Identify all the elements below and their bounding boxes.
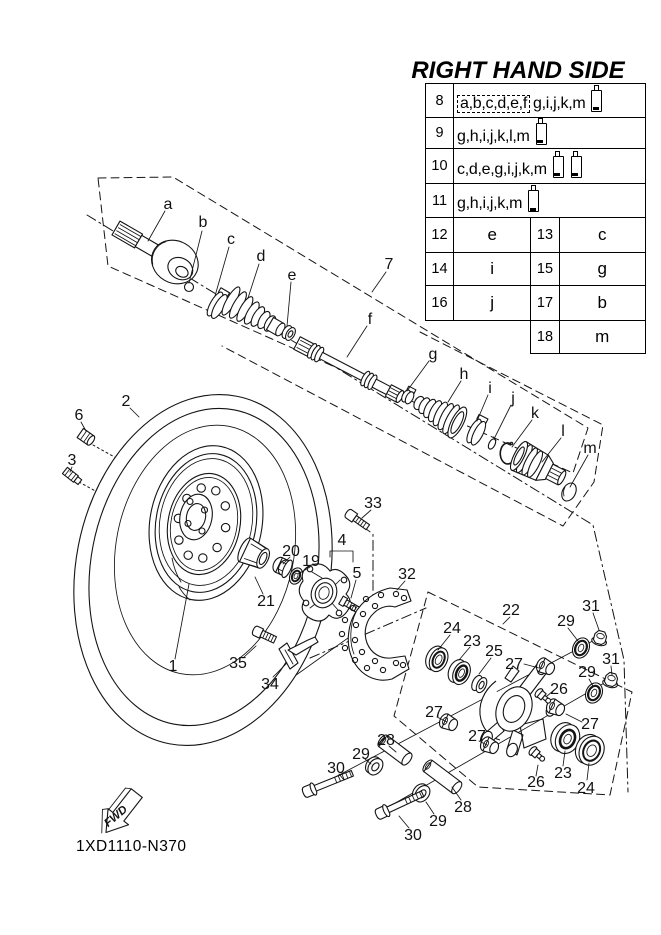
part-6-valve-cap <box>77 428 96 446</box>
callout-m: m <box>583 440 597 457</box>
callout-c: c <box>227 231 235 248</box>
callout-6: 6 <box>74 407 84 424</box>
items-text: c,d,e,g,i,j,k,m <box>457 160 547 178</box>
callout-29: 29 <box>429 813 447 830</box>
row-letter: g <box>559 253 645 286</box>
callout-32: 32 <box>398 566 416 583</box>
callout-29: 29 <box>578 664 596 681</box>
callout-30: 30 <box>404 827 422 844</box>
callout-24: 24 <box>443 620 461 637</box>
callout-4: 4 <box>337 532 347 549</box>
callout-2: 2 <box>121 393 131 410</box>
boxed-items: a,b,c,d,e,f <box>457 95 530 114</box>
callout-21: 21 <box>257 593 275 610</box>
row-number: 15 <box>531 253 559 286</box>
part-f-drive-shaft <box>293 336 405 405</box>
part-29-seal <box>569 635 592 661</box>
callout-29: 29 <box>557 613 575 630</box>
part-26-grease-fitting <box>527 745 547 764</box>
callout-23: 23 <box>463 633 481 650</box>
part-31-nut <box>602 671 620 689</box>
items-text: g,i,j,k,m <box>532 94 586 112</box>
row-number: 10 <box>426 149 454 184</box>
callout-23: 23 <box>554 765 572 782</box>
callout-f: f <box>367 311 373 328</box>
callout-31: 31 <box>582 598 600 615</box>
row-letter: e <box>454 218 531 253</box>
callout-i: i <box>488 380 492 397</box>
callout-19: 19 <box>302 553 320 570</box>
part-23-bearing-upper <box>445 657 474 688</box>
row-number: 9 <box>426 118 454 149</box>
part-a-inner-cv-joint <box>106 210 207 292</box>
callout-29: 29 <box>352 746 370 763</box>
callout-g: g <box>428 346 438 363</box>
row-number: 18 <box>531 321 559 354</box>
callout-1: 1 <box>168 658 178 675</box>
callout-3: 3 <box>67 452 77 469</box>
row-number: 8 <box>426 84 454 118</box>
callout-24: 24 <box>577 780 595 797</box>
part-3-valve-stem <box>62 467 82 485</box>
part-b-clip <box>185 283 194 292</box>
callout-30: 30 <box>327 760 345 777</box>
part-i-boot-band <box>464 414 490 447</box>
callout-28: 28 <box>454 799 472 816</box>
items-text: g,h,i,j,k,l,m <box>457 127 530 145</box>
row-number: 12 <box>426 218 454 253</box>
part-h-cv-boot <box>407 386 470 441</box>
callout-d: d <box>256 248 266 265</box>
diagram-code: 1XD1110-N370 <box>76 838 187 855</box>
callout-h: h <box>459 366 469 383</box>
row-number: 11 <box>426 184 454 218</box>
callout-27: 27 <box>425 704 443 721</box>
row-number: 17 <box>531 286 559 321</box>
row-number: 16 <box>426 286 454 321</box>
callout-20: 20 <box>282 543 300 560</box>
callout-e: e <box>287 267 297 284</box>
callout-26: 26 <box>527 774 545 791</box>
callout-5: 5 <box>352 565 362 582</box>
callout-25: 25 <box>485 643 503 660</box>
callout-31: 31 <box>602 651 620 668</box>
row-number: 13 <box>531 218 559 253</box>
callout-22: 22 <box>502 602 520 619</box>
row-letter: m <box>559 321 645 354</box>
page-title: RIGHT HAND SIDE <box>411 57 625 84</box>
row-letter: b <box>559 286 645 321</box>
callout-28: 28 <box>377 732 395 749</box>
part-31-nut <box>591 629 609 647</box>
part-d-cv-boot <box>219 285 291 345</box>
callout-k: k <box>531 405 539 422</box>
row-letter: j <box>454 286 531 321</box>
row-letter: c <box>559 218 645 253</box>
callout-b: b <box>198 214 208 231</box>
part-m-cap <box>559 481 579 504</box>
callout-l: l <box>561 423 565 440</box>
callout-7: 7 <box>384 256 394 273</box>
fwd-arrow <box>91 783 147 843</box>
items-text: g,h,i,j,k,m <box>457 195 523 212</box>
part-4-wheel-hub <box>299 564 350 621</box>
callout-34: 34 <box>261 676 279 693</box>
callout-27: 27 <box>581 716 599 733</box>
row-letter: i <box>454 253 531 286</box>
callout-a: a <box>163 196 173 213</box>
callout-35: 35 <box>229 655 247 672</box>
callout-j: j <box>511 390 515 407</box>
part-24-oil-seal-upper <box>422 643 452 675</box>
callout-27: 27 <box>505 656 523 673</box>
callout-27: 27 <box>468 728 486 745</box>
callout-26: 26 <box>550 681 568 698</box>
row-number: 14 <box>426 253 454 286</box>
fwd-label: FWD <box>102 803 130 830</box>
callout-33: 33 <box>364 495 382 512</box>
